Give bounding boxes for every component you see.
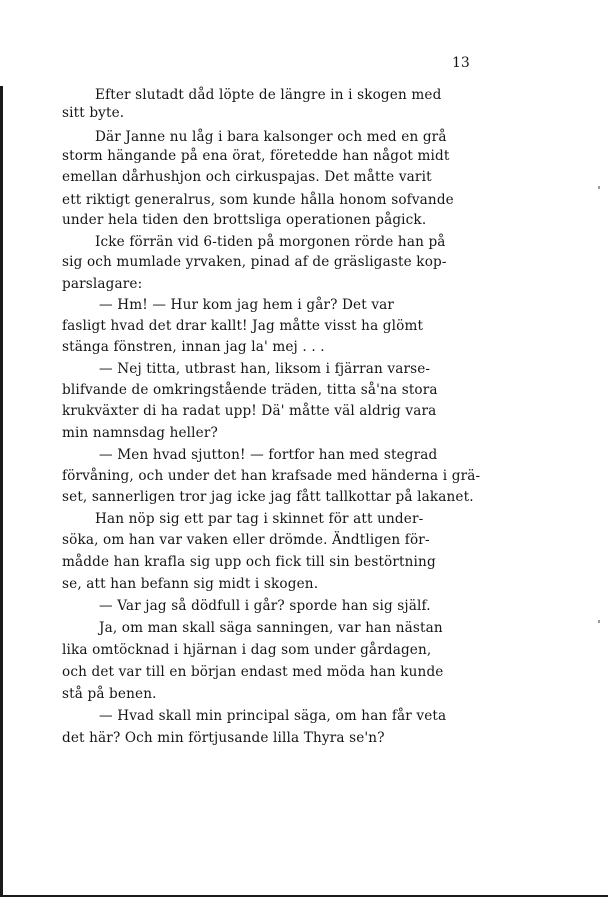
text-line: mådde han krafla sig upp och fick till sin bestörtning: [62, 554, 436, 570]
text-line: Icke förrän vid 6-tiden på morgonen rörde han på: [95, 234, 446, 250]
text-line: — Nej titta, utbrast han, liksom i fjärran varse-: [99, 361, 431, 377]
text-line: lika omtöcknad i hjärnan i dag som under gårdagen,: [62, 642, 432, 658]
text-line: söka, om han var vaken eller drömde. Ändtligen för-: [62, 532, 430, 548]
text-line: min namnsdag heller?: [62, 425, 218, 441]
text-line: emellan dårhushjon och cirkuspajas. Det måtte varit: [62, 169, 432, 185]
scan-speck: [598, 186, 600, 189]
text-line: stå på benen.: [62, 686, 157, 702]
text-line: ett riktigt generalrus, som kunde hålla honom sofvande: [62, 192, 454, 208]
text-line: Där Janne nu låg i bara kalsonger och med en grå: [95, 129, 447, 145]
text-line: fasligt hvad det drar kallt! Jag måtte visst ha glömt: [62, 318, 424, 334]
page-left-edge: [0, 86, 3, 897]
text-line: sig och mumlade yrvaken, pinad af de gräsligaste kop-: [62, 254, 447, 270]
text-line: — Hm! — Hur kom jag hem i går? Det var: [99, 297, 395, 313]
text-line: Ja, om man skall säga sanningen, var han nästan: [99, 620, 443, 636]
text-line: krukväxter di ha radat upp! Dä' måtte väl aldrig vara: [62, 403, 437, 419]
text-line: storm hängande på ena örat, företedde han något midt: [62, 148, 450, 164]
text-line: parslagare:: [62, 276, 143, 292]
text-line: förvåning, och under det han krafsade med händerna i grä-: [62, 468, 481, 484]
text-line: set, sannerligen tror jag icke jag fått tallkottar på lakanet.: [62, 489, 474, 505]
text-line: — Var jag så dödfull i går? sporde han sig själf.: [99, 598, 431, 614]
page-number: 13: [452, 55, 470, 71]
text-line: — Hvad skall min principal säga, om han får veta: [99, 708, 447, 724]
text-line: blifvande de omkringstående träden, titta så'na stora: [62, 382, 438, 398]
text-line: se, att han befann sig midt i skogen.: [62, 576, 319, 592]
text-line: — Men hvad sjutton! — fortfor han med stegrad: [99, 447, 438, 463]
text-line: sitt byte.: [62, 105, 125, 121]
text-line: under hela tiden den brottsliga operationen pågick.: [62, 212, 427, 228]
text-line: och det var till en början endast med möda han kunde: [62, 664, 444, 680]
text-line: Efter slutadt dåd löpte de längre in i skogen med: [95, 87, 442, 103]
scan-speck: [598, 620, 600, 623]
text-line: det här? Och min förtjusande lilla Thyra se'n?: [62, 730, 385, 746]
text-line: Han nöp sig ett par tag i skinnet för att under-: [95, 511, 424, 527]
text-line: stänga fönstren, innan jag la' mej . . .: [62, 339, 325, 355]
